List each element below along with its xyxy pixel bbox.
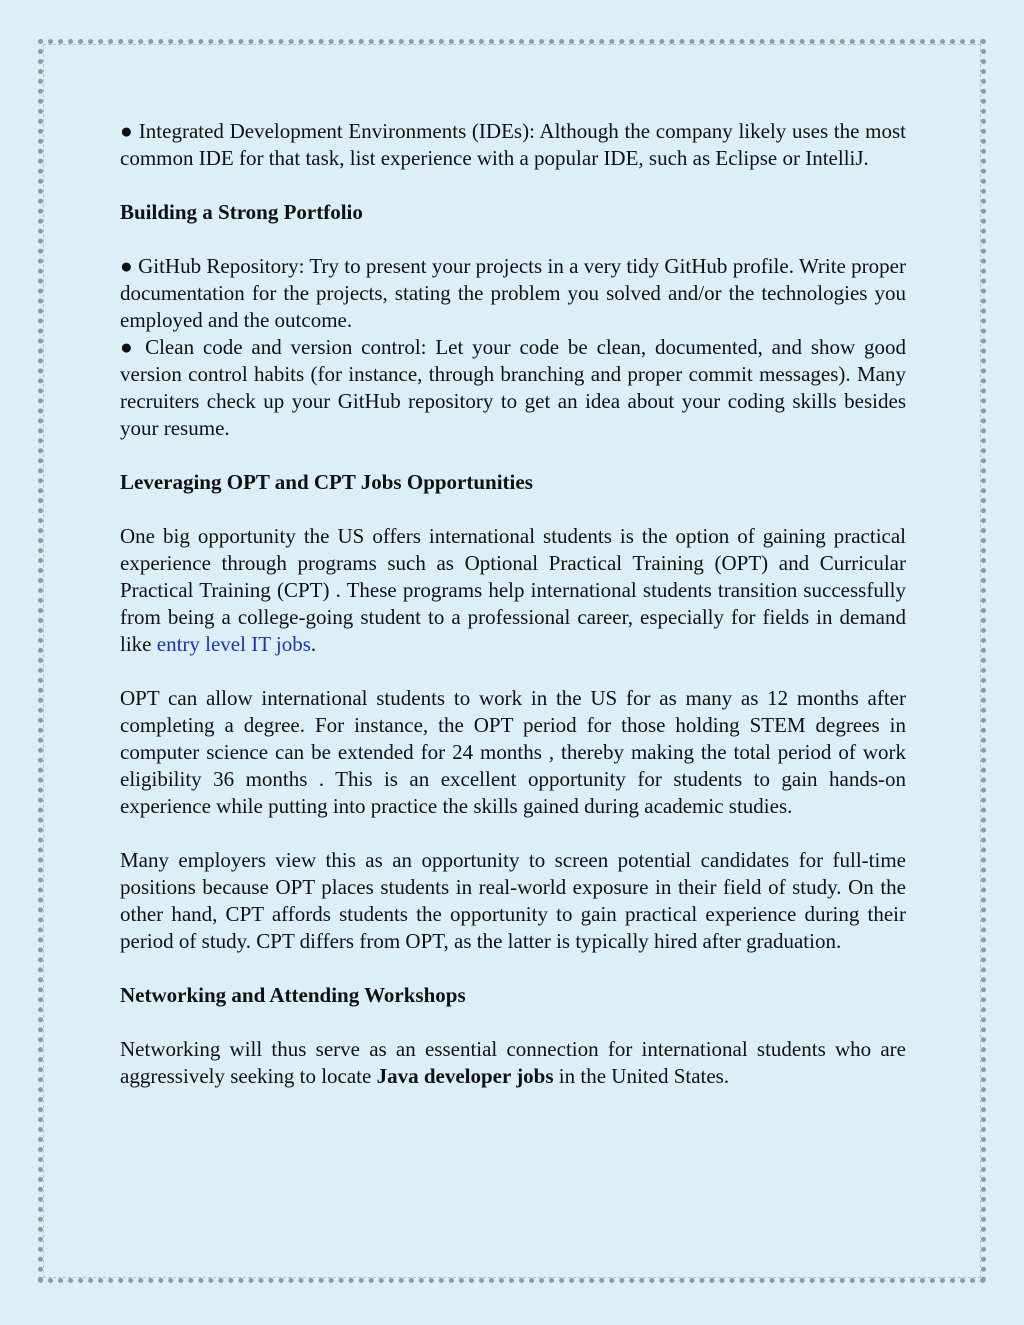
heading-opt-cpt: Leveraging OPT and CPT Jobs Opportunities <box>120 470 533 494</box>
paragraph-networking-end: in the United States. <box>553 1064 730 1088</box>
paragraph-opt-allow: OPT can allow international students to work in the US for as many as 12 months after completing a degree. For instance, the OPT period for those holding STEM degrees in computer science can be extended for 24 months , thereby making the total period of work eligibility 36 months . This is an excellent opportunity for students to gain hands-on experience while putting into practice the skills gained during academic studies. <box>120 686 906 818</box>
paragraph-networking-text: Networking will thus serve as an essential connection for international students who are aggressively seeking to locate <box>120 1037 906 1088</box>
paragraph-networking <box>120 1036 906 1090</box>
paragraph-ide: ● Integrated Development Environments (IDEs): Although the company likely uses the most common IDE for that task, list experience with a popular IDE, such as Eclipse or IntelliJ. <box>120 119 906 170</box>
java-developer-jobs-text: Java developer jobs <box>376 1064 554 1088</box>
entry-level-it-jobs-link[interactable]: entry level IT jobs <box>156 632 311 656</box>
paragraph-github: ● GitHub Repository: Try to present your projects in a very tidy GitHub profile. Write proper documentation for the projects, stating the problem you solved and/or the technologies you employed and the outcome. <box>120 254 906 332</box>
paragraph-employers: Many employers view this as an opportunity to screen potential candidates for full-time positions because OPT places students in real-world exposure in their field of study. On the other hand, CPT affords students the opportunity to gain practical experience during their period of study. CPT differs from OPT, as the latter is typically hired after graduation. <box>120 848 906 953</box>
paragraph-opportunity-text: One big opportunity the US offers international students is the option of gaining practical experience through programs such as Optional Practical Training (OPT) and Curricular Practical Training (CPT) . These programs help international students transition successfully from being a college-going student to a professional career, especially for fields in demand like <box>120 524 906 656</box>
paragraph-clean-code: ● Clean code and version control: Let your code be clean, documented, and show good version control habits (for instance, through branching and proper commit messages). Many recruiters check up your GitHub repository to get an idea about your coding skills besides your resume. <box>120 335 906 440</box>
paragraph-opportunity-end: . <box>310 632 317 656</box>
paragraph-opportunity <box>120 523 906 658</box>
heading-networking: Networking and Attending Workshops <box>120 983 466 1007</box>
document-body <box>120 118 906 1117</box>
heading-portfolio: Building a Strong Portfolio <box>120 200 363 224</box>
